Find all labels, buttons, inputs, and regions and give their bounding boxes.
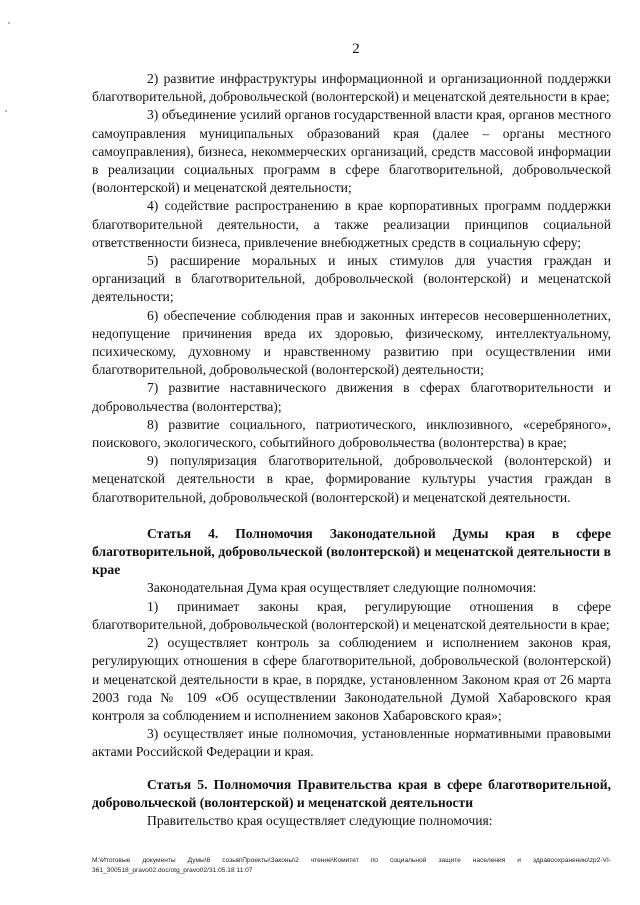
list-item: 6) обеспечение соблюдения прав и законных интересов несовершеннолетних, недопущение причинения вреда их здоровью, физическому, интеллектуальному, психическому, духовному и нравственному развитию при осуществлении ими благотворительной, добровольческой (волонтерской) деятельности;: [92, 307, 611, 378]
list-item: 9) популяризация благотворительной, добровольческой (волонтерской) и меценатской деятельности в крае, формирование культуры участия граждан в благотворительной, добровольческой (волонтерской) и меценатской деятельности.: [92, 453, 611, 505]
document-body: [92, 70, 611, 830]
article-4: [92, 525, 611, 762]
article-5-intro: Правительство края осуществляет следующие полномочия:: [147, 812, 493, 828]
article-5-heading: Статья 5. Полномочия Правительства края в сфере благотворительной, добровольческой (волонтерской) и меценатской деятельности: [92, 776, 611, 810]
scan-speck: [5, 110, 7, 112]
file-path-footer: M:\Итоговые документы Думы\6 созыв\Проекты\Законы\2 чтение\Комитет по социальной защите населения и здравоохранению\zp2-VI-361_300518_pravo02.doc/otg_pravo02/31.05.18 11:07: [92, 857, 611, 874]
goals-list: [92, 70, 611, 507]
article-4-intro: Законодательная Дума края осуществляет следующие полномочия:: [147, 580, 537, 596]
list-item: 2) осуществляет контроль за соблюдением и исполнением законов края, регулирующих отношения в сфере благотворительной, добровольческой (волонтерской) и меценатской деятельности в крае, в порядке, установленном Законом края от 26 марта 2003 года № 109 «Об осуществлении Законодательной Думой Хабаровского края контроля за соблюдением и исполнением законов Хабаровского края»;: [92, 635, 611, 723]
list-item: 7) развитие наставнического движения в сферах благотворительности и добровольчества (волонтерства);: [92, 380, 611, 414]
scan-speck: [8, 22, 10, 24]
article-4-heading: Статья 4. Полномочия Законодательной Думы края в сфере благотворительной, добровольческой (волонтерской) и меценатской деятельности в крае: [92, 525, 611, 578]
article-5: [92, 776, 611, 831]
list-item: 5) расширение моральных и иных стимулов для участия граждан и организаций в благотворительной, добровольческой (волонтерской) и меценатской деятельности;: [92, 253, 611, 305]
list-item: 1) принимает законы края, регулирующие отношения в сфере благотворительной, добровольческой (волонтерской) и меценатской деятельности в крае;: [92, 598, 611, 632]
list-item: 3) осуществляет иные полномочия, установленные нормативными правовыми актами Российской Федерации и края.: [92, 726, 611, 760]
list-item: 2) развитие инфраструктуры информационной и организационной поддержки благотворительной, добровольческой (волонтерской) и меценатской деятельности в крае;: [92, 71, 611, 105]
page-number: 2: [352, 41, 360, 57]
list-item: 4) содействие распространению в крае корпоративных программ поддержки благотворительной деятельности, а также реализации принципов социальной ответственности бизнеса, привлечение внебюджетных средств в социальную сферу;: [92, 198, 611, 250]
list-item: 8) развитие социального, патриотического, инклюзивного, «серебряного», поискового, экологического, событийного добровольчества (волонтерства) в крае;: [92, 416, 611, 451]
list-item: 3) объединение усилий органов государственной власти края, органов местного самоуправления муниципальных образований края (далее – органы местного самоуправления), бизнеса, некоммерческих организаций, средств массовой информации в реализации социальных программ в сфере благотворительной, добровольческой (волонтерской) и меценатской деятельности;: [92, 107, 611, 196]
